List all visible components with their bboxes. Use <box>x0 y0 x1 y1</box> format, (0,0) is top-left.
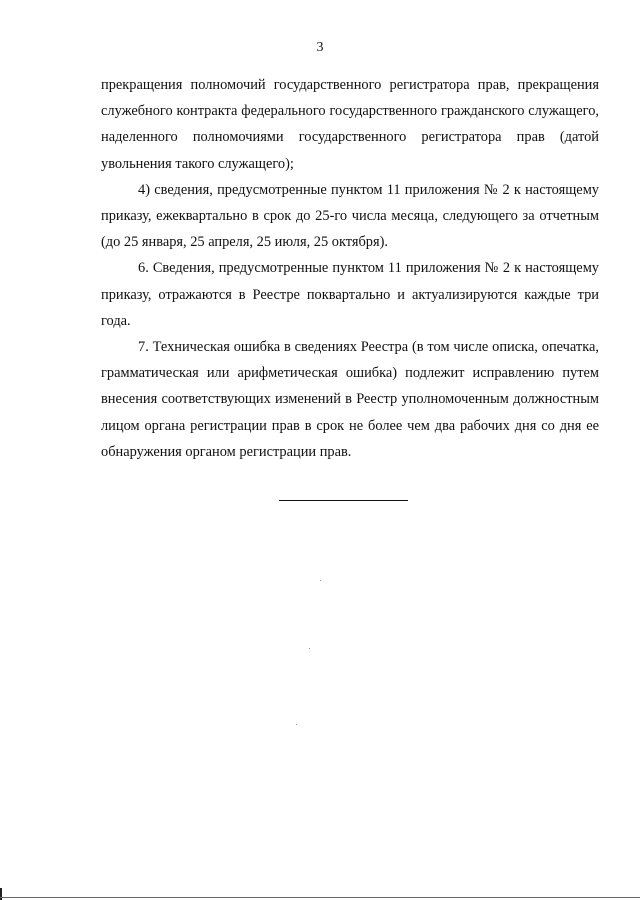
scan-speck <box>309 648 310 649</box>
scan-speck <box>296 724 297 725</box>
paragraph-continuation: прекращения полномочий государственного регистратора прав, прекращения служебного контракта федерального государственного гражданского служащего, наделенного полномочиями государственного регистратора прав (датой увольнения такого служащего); <box>101 77 599 172</box>
end-divider-line <box>279 500 408 501</box>
scan-speck <box>320 580 321 581</box>
document-body <box>101 72 599 465</box>
scan-edge-mark <box>0 888 2 900</box>
paragraph-section-7: 7. Техническая ошибка в сведениях Реестра (в том числе описка, опечатка, грамматическая или арифметическая ошибка) подлежит исправлению путем внесения соответствующих изменений в Реестр уполномоченным должностным лицом органа регистрации прав в срок не более чем два рабочих дня со дня ее обнаружения органом регистрации прав. <box>101 339 599 460</box>
page-number: 3 <box>316 40 324 55</box>
paragraph-item-4: 4) сведения, предусмотренные пунктом 11 приложения № 2 к настоящему приказу, ежеквартально в срок до 25-го числа месяца, следующего за отчетным (до 25 января, 25 апреля, 25 июля, 25 октября). <box>101 181 599 251</box>
scan-edge-line <box>0 897 640 898</box>
paragraph-section-6: 6. Сведения, предусмотренные пунктом 11 приложения № 2 к настоящему приказу, отражаются в Реестре поквартально и актуализируются каждые три года. <box>101 260 599 329</box>
